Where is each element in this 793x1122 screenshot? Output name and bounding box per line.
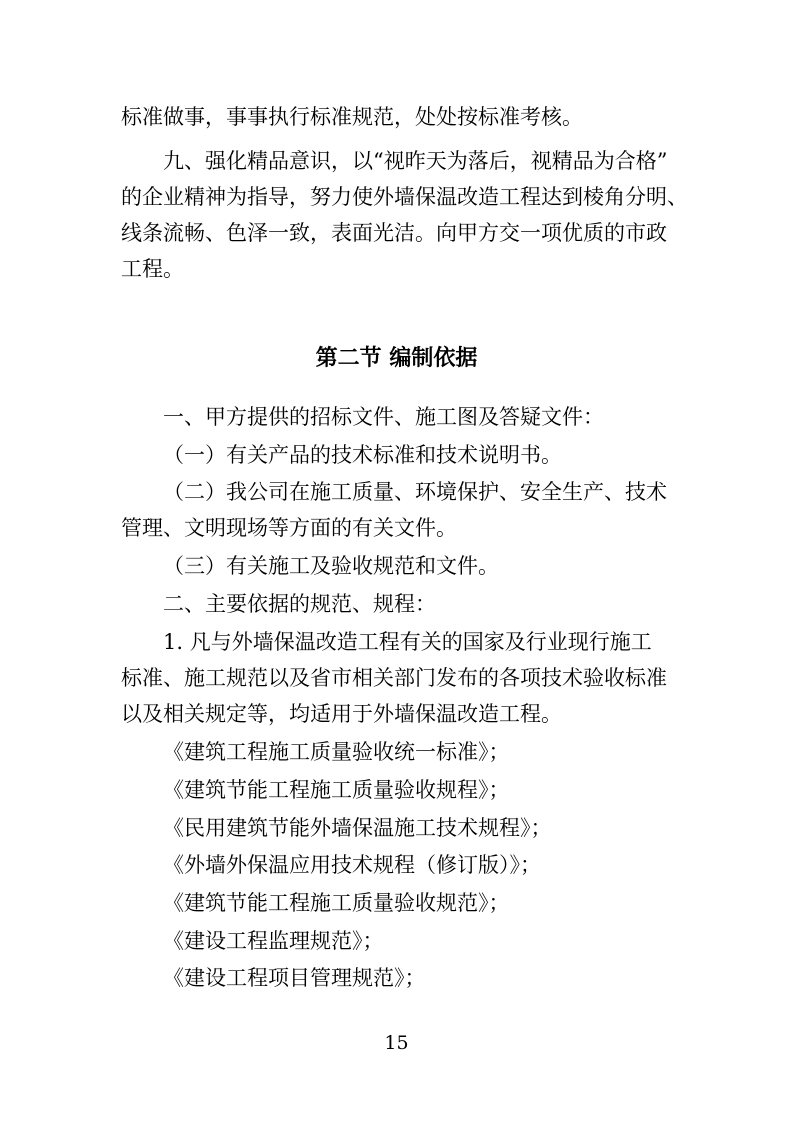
standard-item: 《建筑工程施工质量验收统一标准》； <box>163 740 510 764</box>
standard-item: 《建设工程监理规范》； <box>163 929 384 953</box>
standard-item: 《外墙外保温应用技术规程（修订版）》； <box>163 853 541 877</box>
standard-item: 《建筑节能工程施工质量验收规程》； <box>163 778 510 802</box>
standard-item: 《民用建筑节能外墙保温施工技术规程》； <box>163 816 552 840</box>
basis-item: 二、主要依据的规范、规程： <box>163 592 436 616</box>
standard-item: 《建筑节能工程施工质量验收规范》； <box>163 891 510 915</box>
section-title: 第二节 编制依据 <box>315 346 478 371</box>
basis-item: 一、甲方提供的招标文件、施工图及答疑文件： <box>163 405 604 429</box>
paragraph-line: 线条流畅、色泽一致，表面光洁。向甲方交一项优质的市政 <box>121 221 667 245</box>
basis-subitem: （一）有关产品的技术标准和技术说明书。 <box>163 443 562 467</box>
paragraph-line: 工程。 <box>121 257 184 281</box>
basis-point: 标准、施工规范以及省市相关部门发布的各项技术验收标准 <box>121 666 667 690</box>
basis-subitem: （二）我公司在施工质量、环境保护、安全生产、技术 <box>163 480 667 504</box>
basis-point: 以及相关规定等，均适用于外墙保温改造工程。 <box>121 702 562 726</box>
paragraph-line: 九、强化精品意识，以“视昨天为落后，视精品为合格” <box>163 149 668 173</box>
page-number: 15 <box>384 1032 409 1054</box>
basis-subitem: 管理、文明现场等方面的有关文件。 <box>121 516 457 540</box>
standard-item: 《建设工程项目管理规范》； <box>163 966 426 990</box>
basis-subitem: （三）有关施工及验收规范和文件。 <box>163 554 499 578</box>
paragraph-line: 标准做事，事事执行标准规范，处处按标准考核。 <box>121 105 583 129</box>
basis-point: 1. 凡与外墙保温改造工程有关的国家及行业现行施工 <box>163 630 652 654</box>
paragraph-line: 的企业精神为指导，努力使外墙保温改造工程达到棱角分明、 <box>121 185 688 209</box>
